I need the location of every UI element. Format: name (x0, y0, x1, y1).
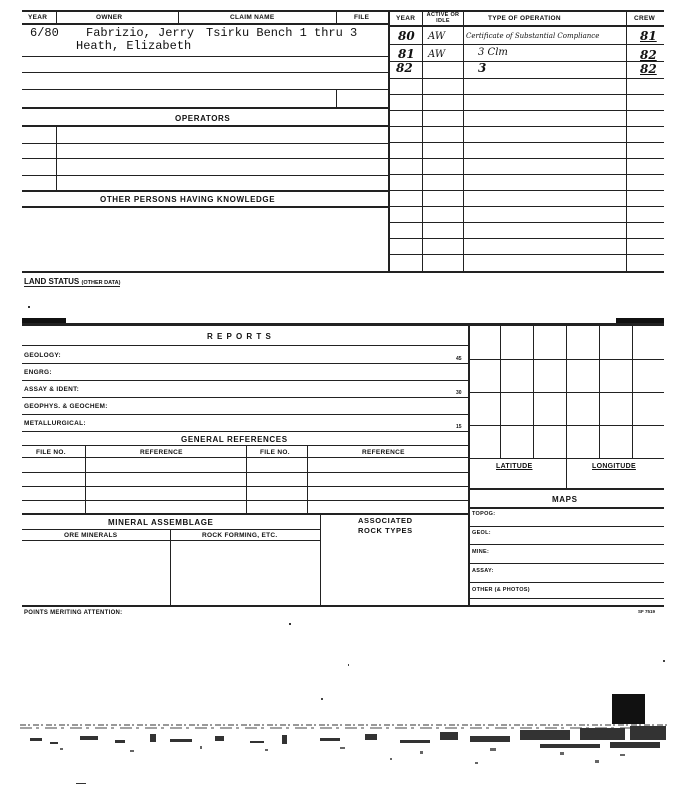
operators-bottom-rule (22, 190, 388, 192)
ops-col-rule (463, 10, 464, 272)
report-scale-number: 30 (456, 390, 462, 396)
claims-row-rule (22, 56, 388, 57)
ops-row-rule (390, 94, 664, 95)
ops-row-rule (390, 78, 664, 79)
references-bottom-rule (22, 513, 468, 515)
report-scale-number: 15 (456, 424, 462, 430)
ops-row-rule (390, 61, 664, 62)
claims-file-header: FILE (354, 14, 370, 21)
claim-owner-2: Heath, Elizabeth (76, 39, 192, 53)
coords-bottom-rule (468, 488, 664, 490)
report-scale-number: 45 (456, 356, 462, 362)
ops-row-rule (390, 254, 664, 255)
ops-row-crew: 82 (640, 48, 657, 62)
ops-row-rule (390, 110, 664, 111)
maps-row-rule (468, 598, 664, 599)
main-divider (388, 10, 390, 272)
points-meriting-attention-label: POINTS MERITING ATTENTION: (24, 610, 123, 616)
claims-bottom-rule (22, 107, 388, 109)
maps-other-label: OTHER (& PHOTOS) (472, 587, 530, 593)
ops-row-rule (390, 44, 664, 45)
maps-rule (468, 507, 664, 509)
ops-row-year: 82 (396, 61, 413, 75)
ops-row-year: 80 (398, 29, 415, 43)
operators-row-rule (22, 175, 388, 176)
references-row-rule (22, 500, 468, 501)
claims-year-header: YEAR (28, 14, 48, 21)
claim-year: 6/80 (30, 26, 59, 40)
report-engrg-label: ENGRG: (24, 369, 52, 376)
mineral-col-rule (170, 529, 171, 606)
ops-row-rule (390, 126, 664, 127)
grid-row-rule (468, 425, 664, 426)
scan-speck (663, 660, 665, 662)
ref-reference-header: REFERENCE (140, 449, 183, 456)
grid-row-rule (468, 458, 664, 459)
maps-assay-label: ASSAY: (472, 568, 494, 574)
operators-row-rule (22, 143, 388, 144)
rock-forming-header: ROCK FORMING, ETC. (202, 532, 278, 539)
ops-row-crew: 81 (640, 29, 657, 43)
ops-row-crew: 82 (640, 62, 657, 76)
mineral-rule (22, 529, 320, 530)
ops-row-type: 3 Clm (478, 47, 508, 58)
maps-row-rule (468, 526, 664, 527)
section-separator (22, 323, 664, 326)
operators-label: OPERATORS (175, 114, 231, 123)
references-col-rule (246, 445, 247, 513)
ops-row-rule (390, 238, 664, 239)
reports-row-rule (22, 431, 468, 432)
mineral-col-rule (320, 513, 321, 606)
reports-row-rule (22, 363, 468, 364)
mineral-assemblage-title: MINERAL ASSEMBLAGE (108, 518, 214, 527)
maps-topog-label: TOPOG: (472, 511, 496, 517)
latitude-label: LATITUDE (496, 463, 533, 470)
land-status-sub: (OTHER DATA) (81, 280, 121, 286)
associated-label: ASSOCIATED (358, 516, 413, 525)
registration-mark (612, 694, 645, 724)
maps-mine-label: MINE: (472, 549, 490, 555)
reports-title: R E P O R T S (207, 332, 272, 341)
ref-file-no-header: FILE NO. (36, 449, 66, 456)
longitude-label: LONGITUDE (592, 463, 636, 470)
ops-row-rule (390, 222, 664, 223)
ops-row-active: AW (428, 49, 446, 60)
other-persons-label: OTHER PERSONS HAVING KNOWLEDGE (100, 195, 276, 204)
maps-title: MAPS (552, 495, 578, 504)
ops-active-header: ACTIVE OR IDLE (426, 12, 460, 24)
claims-header-rule (22, 23, 388, 25)
claims-owner-header: OWNER (96, 14, 123, 21)
references-row-rule (22, 457, 468, 458)
mineral-header-rule (22, 540, 320, 541)
claims-row-rule (22, 89, 388, 90)
claims-row-rule (22, 72, 388, 73)
land-status-label: LAND STATUS (24, 277, 80, 286)
claims-col-rule (178, 10, 179, 24)
reports-right-divider (468, 326, 470, 606)
reports-row-rule (22, 414, 468, 415)
scan-speck (321, 698, 323, 700)
maps-geol-label: GEOL: (472, 530, 491, 536)
mineral-bottom-rule (22, 605, 664, 607)
ops-row-rule (390, 206, 664, 207)
references-row-rule (22, 486, 468, 487)
scan-speck (76, 783, 86, 784)
ops-row-rule (390, 142, 664, 143)
ref-file-no-header-2: FILE NO. (260, 449, 290, 456)
grid-col-rule (566, 326, 567, 488)
claims-top-rule (22, 10, 388, 12)
claims-col-rule (336, 89, 337, 107)
ops-row-type: Certificate of Substantial Compliance (466, 32, 600, 40)
report-assay-label: ASSAY & IDENT: (24, 386, 80, 393)
claims-claim-name-header: CLAIM NAME (230, 14, 275, 21)
form-number: SF 7519 (638, 609, 656, 614)
ops-crew-header: CREW (634, 15, 656, 22)
report-geophys-label: GEOPHYS. & GEOCHEM: (24, 403, 108, 410)
ops-row-rule (390, 190, 664, 191)
land-status-heading (24, 277, 120, 287)
rock-types-label: ROCK TYPES (358, 526, 413, 535)
operators-row-rule (22, 158, 388, 159)
scan-speck (348, 664, 349, 666)
references-rule (22, 445, 468, 446)
references-col-rule (307, 445, 308, 513)
maps-row-rule (468, 582, 664, 583)
references-row-rule (22, 472, 468, 473)
scan-speck (289, 623, 291, 625)
ops-type-header: TYPE OF OPERATION (488, 15, 561, 22)
ops-year-header: YEAR (396, 15, 416, 22)
ops-col-rule (626, 10, 627, 272)
maps-row-rule (468, 563, 664, 564)
operators-rule (22, 125, 388, 127)
ops-header-rule (390, 25, 664, 27)
reports-row-rule (22, 380, 468, 381)
ops-col-rule (422, 10, 423, 272)
reports-rule (22, 345, 468, 346)
ops-bottom-rule (22, 271, 664, 273)
ops-row-type: 3 (478, 61, 487, 75)
other-persons-rule (22, 206, 388, 208)
grid-row-rule (468, 359, 664, 360)
ref-reference-header-2: REFERENCE (362, 449, 405, 456)
scan-noise-band (20, 722, 668, 770)
references-col-rule (85, 445, 86, 513)
grid-row-rule (468, 392, 664, 393)
scan-speck (28, 306, 30, 308)
general-references-title: GENERAL REFERENCES (181, 435, 288, 444)
claims-col-rule (336, 10, 337, 24)
operators-col-rule (56, 125, 57, 190)
ore-minerals-header: ORE MINERALS (64, 532, 118, 539)
claim-owner-1: Fabrizio, Jerry (86, 26, 195, 40)
claims-col-rule (56, 10, 57, 24)
ops-row-active: AW (428, 31, 446, 42)
ops-row-rule (390, 158, 664, 159)
claim-name: Tsirku Bench 1 thru 3 (206, 26, 358, 40)
ops-row-year: 81 (398, 47, 415, 61)
report-geology-label: GEOLOGY: (24, 352, 61, 359)
maps-row-rule (468, 544, 664, 545)
report-metallurgical-label: METALLURGICAL: (24, 420, 86, 427)
reports-row-rule (22, 397, 468, 398)
ops-row-rule (390, 174, 664, 175)
